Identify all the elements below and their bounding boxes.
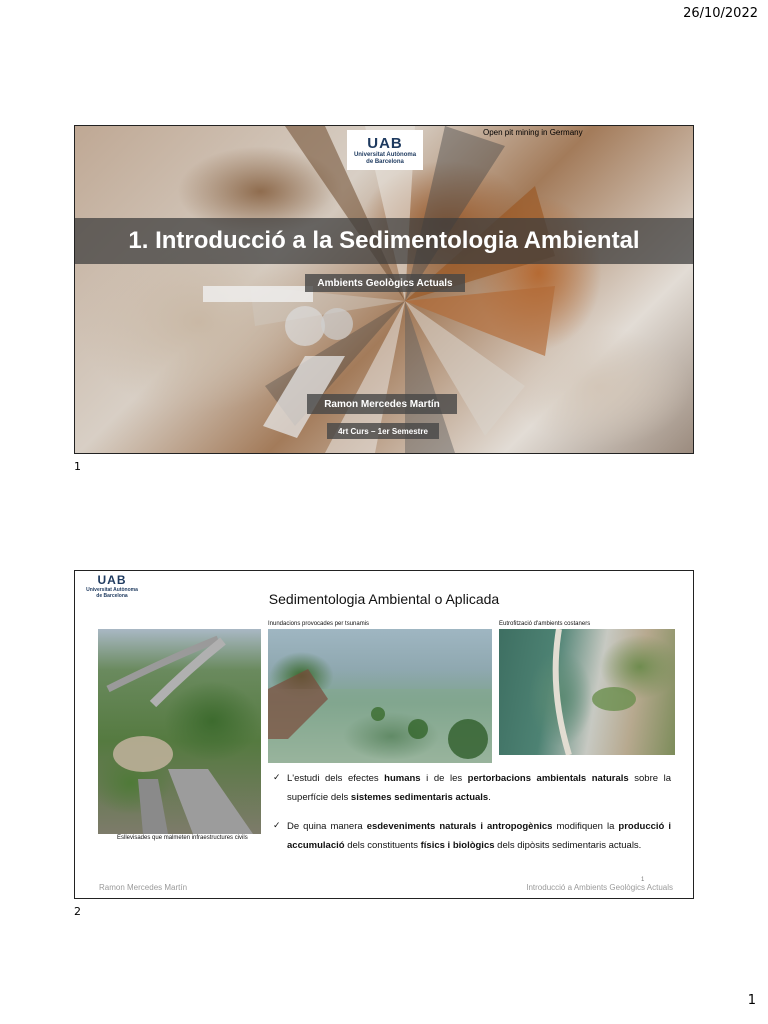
course-label: 4rt Curs – 1er Semestre bbox=[327, 423, 439, 439]
bullet-item: ✓ L'estudi dels efectes humans i de les pertorbacions ambientals naturals sobre la superfície dels sistemes sedimentaris actuals. bbox=[273, 769, 671, 807]
tsunami-flood-photo bbox=[268, 629, 492, 763]
slide-1 bbox=[74, 125, 694, 454]
page-number: 1 bbox=[747, 993, 756, 1008]
author-name: Ramon Mercedes Martín bbox=[307, 394, 457, 414]
coastal-eutrophication-photo bbox=[499, 629, 675, 755]
slide-2 bbox=[74, 570, 694, 899]
photo-caption: Open pit mining in Germany bbox=[483, 128, 583, 137]
slide-number: 1 bbox=[641, 877, 645, 883]
slide-title: 1. Introducció a la Sedimentologia Ambiental bbox=[128, 227, 640, 254]
checkmark-icon: ✓ bbox=[273, 821, 281, 831]
caption-eutrophication: Eutrofització d'ambients costaners bbox=[499, 621, 591, 627]
slide-index: 2 bbox=[74, 905, 81, 918]
slide-title: Sedimentologia Ambiental o Aplicada bbox=[268, 591, 500, 607]
page-date: 26/10/2022 bbox=[683, 6, 758, 21]
caption-landslides: Esllevisades que malmeten infraestructures civils bbox=[117, 835, 248, 841]
uab-logo: UAB Universitat Autònoma de Barcelona bbox=[86, 573, 138, 599]
bullet-item: ✓ De quina manera esdeveniments naturals i antropogènics modifiquen la producció i accumulació dels constituents físics i biològics dels dipòsits sedimentaris actuals. bbox=[273, 817, 671, 855]
slide-footer-course: Introducció a Ambients Geològics Actuals bbox=[526, 883, 673, 892]
checkmark-icon: ✓ bbox=[273, 773, 281, 783]
title-band bbox=[75, 218, 693, 264]
caption-flood: Inundacions provocades per tsunamis bbox=[268, 621, 370, 627]
slide-index: 1 bbox=[74, 460, 81, 473]
landslide-highway-photo bbox=[98, 629, 261, 834]
uab-logo: UAB Universitat Autònoma de Barcelona bbox=[347, 130, 423, 170]
slide-subtitle: Ambients Geològics Actuals bbox=[305, 274, 465, 292]
bullet-list bbox=[273, 769, 671, 865]
slide-footer-author: Ramon Mercedes Martín bbox=[99, 883, 188, 892]
